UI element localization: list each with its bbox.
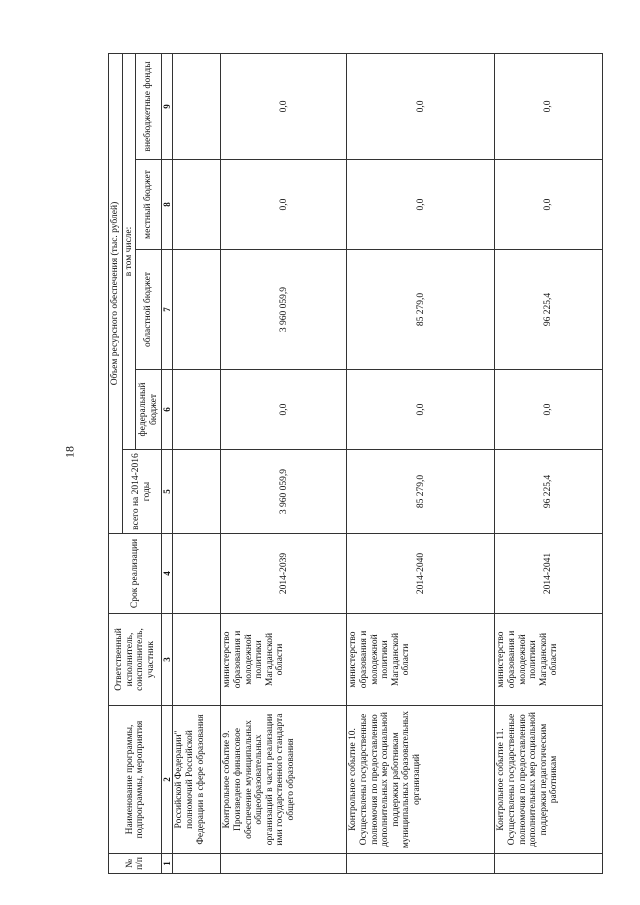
cell-empty <box>173 614 221 706</box>
cell-federal: 0,0 <box>495 370 603 450</box>
cell-regional: 3 960 059,9 <box>221 250 347 370</box>
cell-local: 0,0 <box>495 160 603 250</box>
cell-total: 85 279,0 <box>347 450 495 534</box>
cell-offbudget: 0,0 <box>221 53 347 159</box>
col-number: 4 <box>162 534 173 614</box>
cell-name: Контрольное событие 9. Произведено финансовое обеспечение муниципальных общеобразовательных организаций в части реализации ими государственного стандарта общего образования <box>221 706 347 854</box>
cell-empty <box>173 53 221 159</box>
cell-num <box>221 854 347 874</box>
cell-total: 96 225,4 <box>495 450 603 534</box>
page-number: 18 <box>62 446 77 458</box>
rotated-table-wrapper <box>108 54 603 874</box>
table-row <box>495 53 603 873</box>
header-federal: федеральный бюджет <box>136 370 162 450</box>
cell-num <box>495 854 603 874</box>
header-funding: Объем ресурсного обеспечения (тыс. рублей) <box>109 53 123 533</box>
header-offbudget: внебюджетные фонды <box>136 53 162 159</box>
header-period: Срок реализации <box>109 534 162 614</box>
header-including: в том числе: <box>122 53 136 449</box>
cell-period: 2014-2039 <box>221 534 347 614</box>
cell-responsible: министерство образования и молодежной политики Магаданской области <box>221 614 347 706</box>
cell-name: Контрольное событие 11. Осуществлены государственные полномочия по предоставлению дополнительных мер социальной поддержки педагогическим работникам <box>495 706 603 854</box>
cell-total: 3 960 059,9 <box>221 450 347 534</box>
table-row <box>347 53 495 873</box>
table-row-continuation <box>173 53 221 873</box>
cell-empty <box>173 370 221 450</box>
header-total: всего на 2014-2016 годы <box>122 450 162 534</box>
column-number-row <box>162 53 173 873</box>
cell-num <box>173 854 221 874</box>
cell-empty <box>173 534 221 614</box>
cell-federal: 0,0 <box>347 370 495 450</box>
header-num: № п/п <box>109 854 162 874</box>
col-number: 1 <box>162 854 173 874</box>
cell-num <box>347 854 495 874</box>
cell-empty <box>173 450 221 534</box>
table-row <box>221 53 347 873</box>
col-number: 9 <box>162 53 173 159</box>
header-name: Наименование программы, подпрограммы, мероприятия <box>109 706 162 854</box>
cell-offbudget: 0,0 <box>495 53 603 159</box>
cell-name: Российской Федерации" полномочий Российской Федерации в сфере образования <box>173 706 221 854</box>
col-number: 8 <box>162 160 173 250</box>
funding-table <box>108 53 603 874</box>
col-number: 2 <box>162 706 173 854</box>
header-responsible: Ответственный исполнитель, соисполнитель, участник <box>109 614 162 706</box>
col-number: 3 <box>162 614 173 706</box>
cell-regional: 85 279,0 <box>347 250 495 370</box>
cell-name: Контрольное событие 10. Осуществлены государственные полномочия по предоставлению дополнительных мер социальной поддержки работникам муниципальных образовательных организаций <box>347 706 495 854</box>
header-regional: областной бюджет <box>136 250 162 370</box>
cell-period: 2014-2040 <box>347 534 495 614</box>
header-local: местный бюджет <box>136 160 162 250</box>
cell-offbudget: 0,0 <box>347 53 495 159</box>
cell-period: 2014-2041 <box>495 534 603 614</box>
col-number: 5 <box>162 450 173 534</box>
cell-local: 0,0 <box>221 160 347 250</box>
cell-empty <box>173 160 221 250</box>
col-number: 6 <box>162 370 173 450</box>
cell-regional: 96 225,4 <box>495 250 603 370</box>
cell-responsible: министерство образования и молодежной политики Магаданской области <box>495 614 603 706</box>
col-number: 7 <box>162 250 173 370</box>
cell-responsible: министерство образования и молодежной политики Магаданской области <box>347 614 495 706</box>
cell-local: 0,0 <box>347 160 495 250</box>
cell-federal: 0,0 <box>221 370 347 450</box>
cell-empty <box>173 250 221 370</box>
